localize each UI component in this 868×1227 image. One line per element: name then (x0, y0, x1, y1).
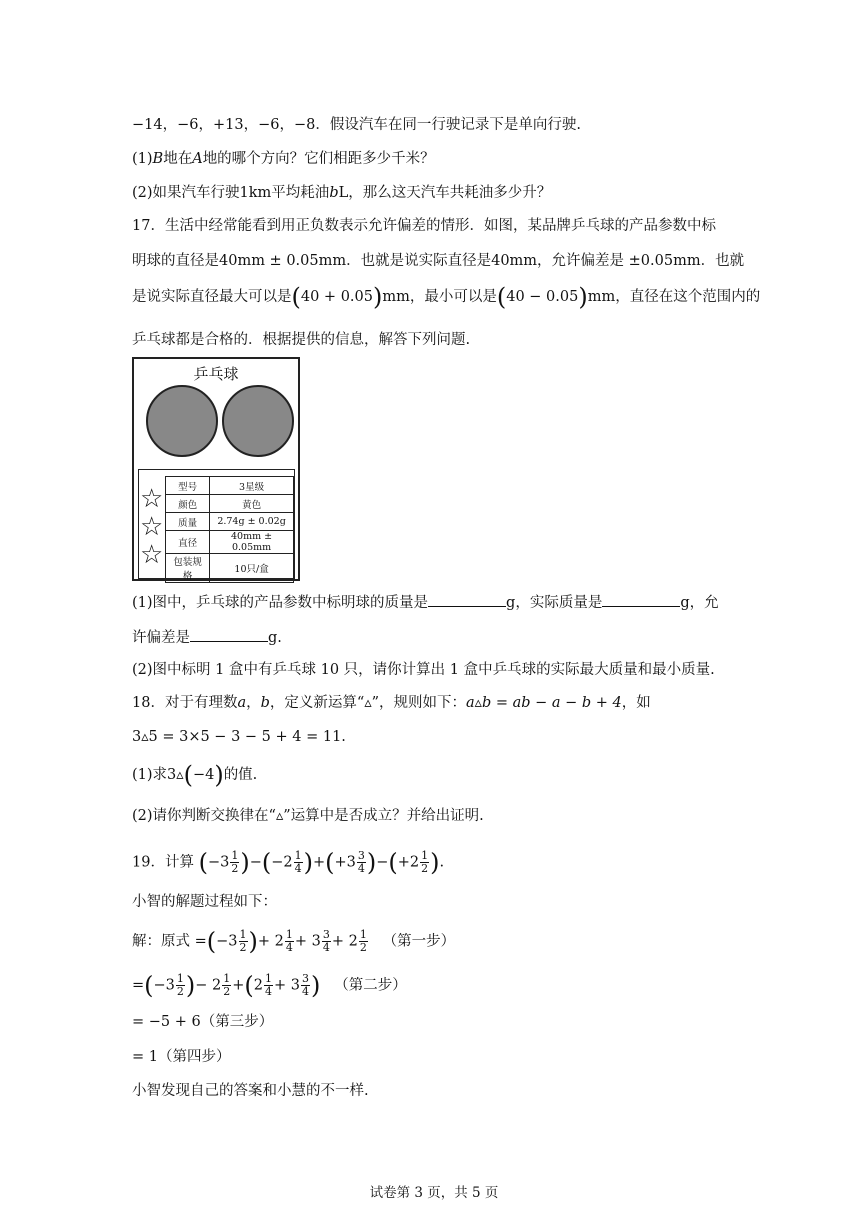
q17-sub1-line2 (132, 627, 282, 648)
paren: ( (244, 971, 254, 1000)
min-diameter-expr: 40 − 0.05 (506, 289, 579, 305)
paren: ) (430, 848, 440, 877)
step-label: （第二步） (334, 977, 407, 994)
paren: ( (388, 848, 398, 877)
paren: ( (206, 927, 217, 956)
q18-sub1 (132, 761, 258, 789)
text: 地在 (163, 151, 193, 167)
paren: ) (372, 283, 383, 311)
numerator: 3 (322, 928, 330, 941)
text: (2)如果汽车行驶1km平均耗油 (132, 185, 330, 201)
fraction (294, 850, 303, 875)
numerator: 1 (231, 849, 239, 862)
denominator: 2 (359, 941, 367, 954)
text: − 2 (195, 977, 222, 994)
numerator: 1 (265, 972, 273, 985)
fraction (222, 973, 231, 998)
numerator: 1 (359, 928, 367, 941)
operator: − (376, 854, 389, 871)
text: g，实际质量是 (506, 595, 603, 611)
denominator: 2 (223, 985, 231, 998)
closing-statement: 小智发现自己的答案和小慧的不一样. (132, 1083, 369, 1099)
text: g. (268, 630, 282, 646)
spec-key: 直径 (166, 531, 210, 554)
q18-sub2: (2)请你判断交换律在“▵”运算中是否成立？并给出证明. (132, 808, 484, 824)
denominator: 2 (421, 862, 429, 875)
text: 2 (253, 977, 264, 994)
q18-example: 3▵5 = 3×5 − 3 − 5 + 4 = 11. (132, 729, 346, 745)
answer-blank[interactable] (190, 627, 268, 642)
text: ， (246, 695, 261, 711)
table-row (166, 513, 294, 531)
ping-pong-product-card (132, 357, 300, 581)
solution-step2 (132, 973, 407, 998)
paren: ) (214, 761, 224, 789)
paren: ) (366, 848, 377, 877)
ball-image-left (146, 385, 218, 457)
operator: + (312, 854, 326, 871)
text: 19．计算 (132, 854, 194, 871)
text: 许偏差是 (132, 630, 190, 646)
text: ，如 (621, 695, 651, 711)
text: (1)求 (132, 767, 168, 783)
paren: ( (198, 848, 208, 877)
fraction (322, 929, 331, 954)
paren: ( (325, 848, 335, 877)
fraction (357, 850, 366, 875)
q17-sub2: (2)图中标明 1 盒中有乒乓球 10 只，请你计算出 1 盒中乒乓球的实际最大质量和最小质量. (132, 662, 715, 678)
spec-value: 40mm ± 0.05mm (210, 531, 294, 554)
spec-table (165, 476, 294, 583)
text: 解：原式 = (132, 933, 207, 950)
fraction (176, 973, 185, 998)
text: −3 (207, 854, 230, 871)
card-title: 乒乓球 (193, 365, 239, 383)
paren: ( (144, 971, 154, 1000)
operation-rule: a▵b = ab − a − b + 4 (466, 695, 622, 711)
text: mm，最小可以是 (382, 289, 497, 305)
q16-record-line: −14，−6，+13，−6，−8．假设汽车在同一行驶记录下是单向行驶. (132, 117, 581, 133)
solution-step3: = −5 + 6（第三步） (132, 1014, 274, 1030)
page-footer: 试卷第 3 页，共 5 页 (369, 1185, 499, 1201)
text: + 3 (274, 977, 301, 994)
q17-line3 (132, 283, 761, 311)
numerator: 3 (357, 849, 365, 862)
text: −2 (271, 854, 293, 871)
text: + 2 (257, 933, 284, 950)
spec-value: 10只/盒 (210, 554, 294, 583)
fraction (359, 929, 368, 954)
q16-sub2 (132, 183, 551, 203)
text: −4 (192, 767, 215, 783)
paren: ) (185, 971, 196, 1000)
numerator: 1 (421, 849, 429, 862)
max-diameter-expr: 40 + 0.05 (300, 289, 373, 305)
numerator: 1 (285, 928, 293, 941)
spec-key: 型号 (166, 477, 210, 495)
numerator: 1 (239, 928, 247, 941)
spec-value: 3星级 (210, 477, 294, 495)
solution-step1 (132, 929, 455, 954)
ball-image-right (222, 385, 294, 457)
text: +2 (397, 854, 420, 871)
var-a: a (237, 695, 247, 711)
paren: ( (496, 283, 507, 311)
fraction (285, 929, 294, 954)
var-b: b (260, 695, 270, 711)
star-icon: ☆ (140, 484, 164, 514)
numerator: 3 (302, 972, 310, 985)
denominator: 2 (231, 862, 239, 875)
denominator: 4 (285, 941, 293, 954)
paren: ( (261, 848, 272, 877)
q17-line4: 乒乓球都是合格的．根据提供的信息，解答下列问题. (132, 332, 471, 348)
numerator: 1 (223, 972, 231, 985)
text: + 3 (294, 933, 321, 950)
table-row (166, 531, 294, 554)
text: g，允 (680, 595, 719, 611)
spec-key: 颜色 (166, 495, 210, 513)
text: 18．对于有理数 (132, 695, 238, 711)
operator: . (439, 854, 445, 871)
spec-panel (138, 469, 295, 582)
table-row (166, 477, 294, 495)
numerator: 1 (176, 972, 184, 985)
answer-blank[interactable] (428, 592, 506, 607)
denominator: 4 (265, 985, 273, 998)
denominator: 4 (357, 862, 365, 875)
fraction (264, 973, 273, 998)
table-row (166, 495, 294, 513)
q19-expression (132, 850, 444, 875)
paren: ( (183, 761, 193, 789)
fraction (230, 850, 239, 875)
paren: ) (240, 848, 250, 877)
text: (1) (132, 151, 153, 167)
var-a: A (192, 151, 203, 167)
text: +3 (334, 854, 356, 871)
fraction (239, 929, 248, 954)
text: (1)图中，乒乓球的产品参数中标明球的质量是 (132, 595, 429, 611)
var-b: B (152, 151, 164, 167)
star-icon: ☆ (140, 512, 164, 542)
paren: ) (248, 927, 258, 956)
text: 是说实际直径最大可以是 (132, 289, 292, 305)
text: −3 (153, 977, 175, 994)
spec-value: 黄色 (210, 495, 294, 513)
paren: ( (291, 283, 301, 311)
numerator: 1 (294, 849, 302, 862)
q17-line2: 明球的直径是40mm ± 0.05mm．也就是说实际直径是40mm，允许偏差是 ±0.05mm．也就 (132, 253, 745, 269)
fraction (420, 850, 429, 875)
paren: ) (311, 971, 321, 1000)
q18-line1 (132, 693, 651, 713)
text: 3▵ (167, 767, 184, 783)
var-b: b (329, 185, 339, 201)
denominator: 2 (176, 985, 184, 998)
operator: − (249, 854, 262, 871)
denominator: 4 (294, 862, 302, 875)
table-row (166, 554, 294, 583)
q17-sub1-line1 (132, 592, 719, 613)
answer-blank[interactable] (602, 592, 680, 607)
star-icon: ☆ (140, 540, 164, 570)
denominator: 2 (239, 941, 247, 954)
step-label: （第一步） (382, 933, 456, 950)
text: = (132, 977, 145, 994)
denominator: 4 (302, 985, 310, 998)
text: + 2 (331, 933, 358, 950)
text: mm，直径在这个范围内的 (587, 289, 761, 305)
q16-sub1 (132, 149, 435, 169)
fraction (301, 973, 310, 998)
text: 的值. (223, 767, 258, 783)
text: + (232, 977, 245, 994)
q17-line1: 17．生活中经常能看到用正负数表示允许偏差的情形．如图，某品牌乒乓球的产品参数中标 (132, 218, 716, 234)
q19-intro: 小智的解题过程如下： (132, 894, 277, 910)
text: L，那么这天汽车共耗油多少升？ (338, 185, 552, 201)
spec-value: 2.74g ± 0.02g (210, 513, 294, 531)
paren: ) (303, 848, 313, 877)
spec-key: 质量 (166, 513, 210, 531)
solution-step4: = 1（第四步） (132, 1049, 231, 1065)
paren: ) (578, 283, 588, 311)
denominator: 4 (322, 941, 330, 954)
text: −3 (216, 933, 238, 950)
spec-key: 包装规格 (166, 554, 210, 583)
text: 地的哪个方向？它们相距多少千米？ (202, 151, 435, 167)
text: ，定义新运算“▵”，规则如下： (269, 695, 467, 711)
